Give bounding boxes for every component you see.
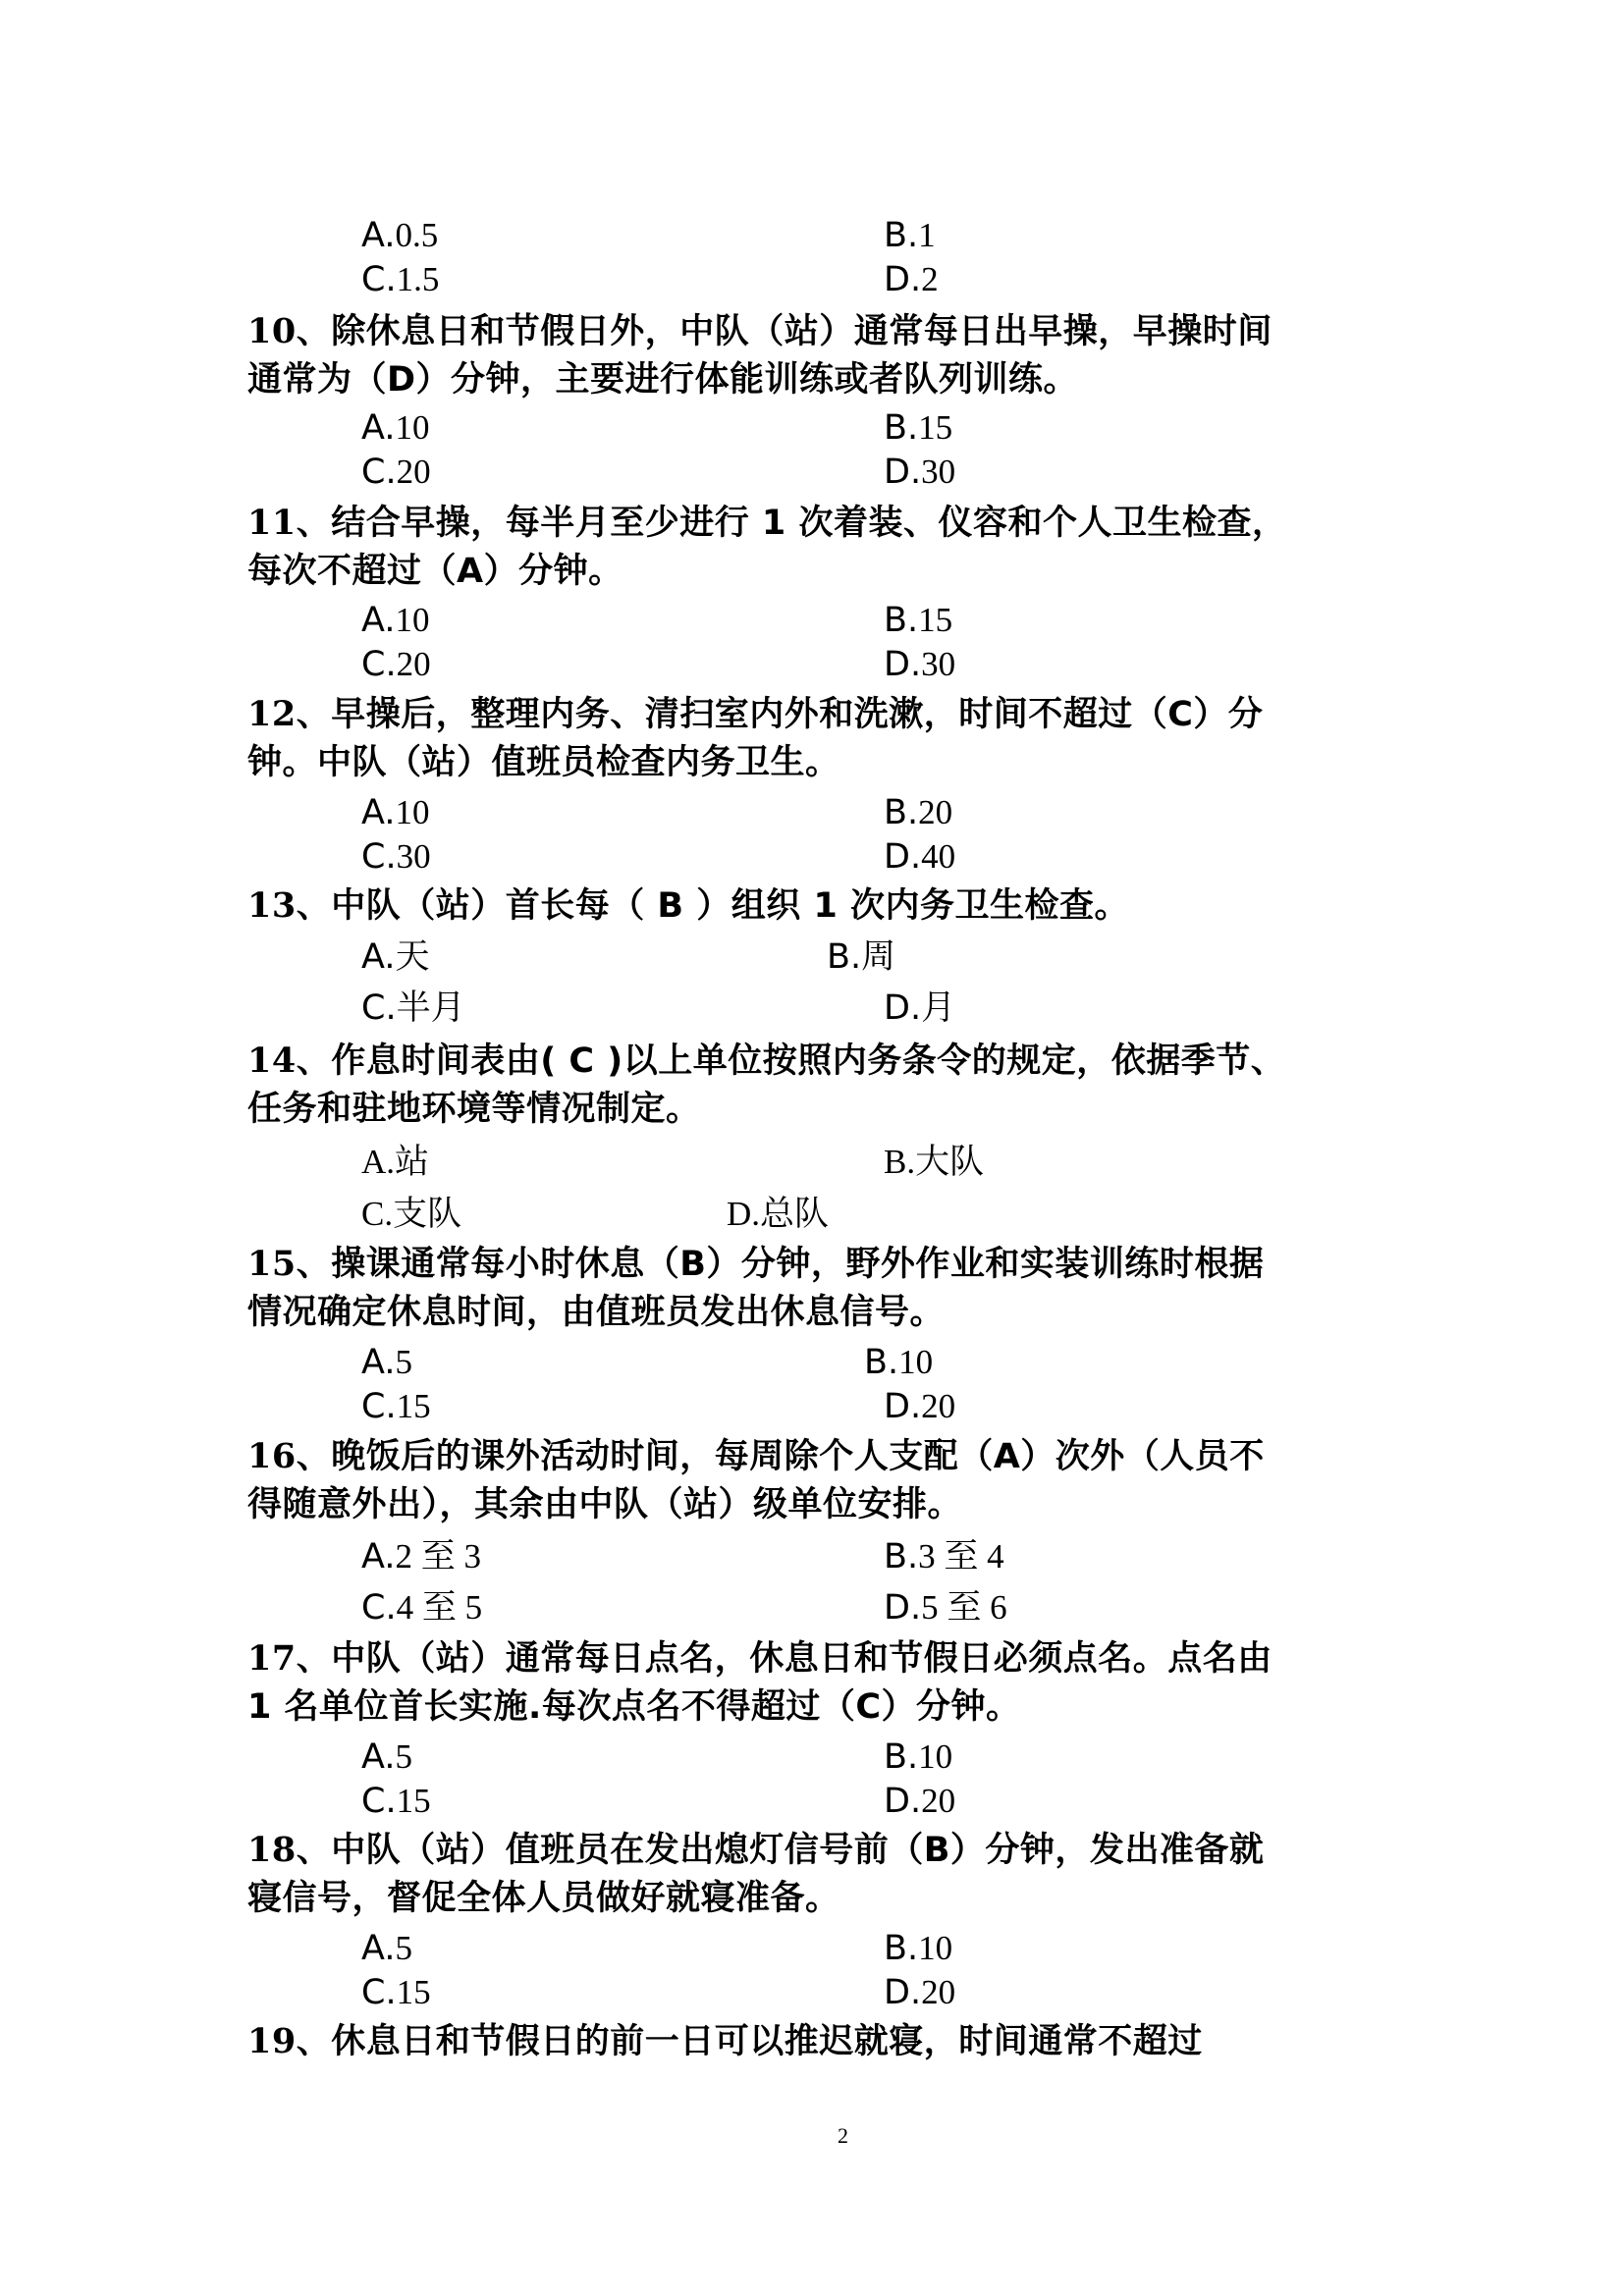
question-17-line-1: 17、中队（站）通常每日点名，休息日和节假日必须点名。点名由 [247, 1638, 1272, 1679]
option-c: C.20 [361, 645, 431, 684]
option-c: C.15 [361, 1973, 431, 2012]
option-c: C.4 至 5 [361, 1588, 483, 1628]
option-a: A.天 [361, 937, 430, 977]
option-a: A.10 [361, 793, 430, 832]
option-d: D.30 [884, 645, 956, 684]
question-14-line-2: 任务和驻地环境等情况制定。 [247, 1090, 701, 1129]
question-15-line-2: 情况确定休息时间，由值班员发出休息信号。 [247, 1293, 946, 1332]
question-16-line-1: 16、晚饭后的课外活动时间，每周除个人支配（A）次外（人员不 [247, 1436, 1265, 1476]
option-d: D.40 [884, 837, 956, 877]
question-12-line-2: 钟。中队（站）值班员检查内务卫生。 [247, 743, 840, 782]
question-16-line-2: 得随意外出），其余由中队（站）级单位安排。 [247, 1485, 963, 1524]
option-c: C.15 [361, 1782, 431, 1821]
option-b: B.20 [884, 793, 953, 832]
option-a: A.5 [361, 1343, 412, 1382]
question-18-line-1: 18、中队（站）值班员在发出熄灯信号前（B）分钟，发出准备就 [247, 1830, 1265, 1870]
option-b: B.15 [884, 601, 953, 640]
option-d: D.月 [884, 988, 956, 1028]
option-b: B.15 [884, 408, 953, 448]
option-a: A.5 [361, 1929, 412, 1968]
question-19-line-1: 19、休息日和节假日的前一日可以推迟就寝，时间通常不超过 [247, 2021, 1203, 2061]
option-a: A.10 [361, 408, 430, 448]
option-b: B.周 [827, 937, 896, 977]
option-b: B.大队 [884, 1143, 985, 1182]
option-b: B.10 [884, 1737, 953, 1777]
option-d: D.20 [884, 1782, 956, 1821]
option-c: C.30 [361, 837, 431, 877]
option-a: A.站 [361, 1143, 430, 1182]
question-10-line-2: 通常为（D）分钟，主要进行体能训练或者队列训练。 [247, 360, 1079, 400]
option-d: D.5 至 6 [884, 1588, 1007, 1628]
option-c: C.15 [361, 1387, 431, 1426]
question-17-line-2: 1 名单位首长实施.每次点名不得超过（C）分钟。 [247, 1687, 1021, 1727]
option-c: C.1.5 [361, 260, 440, 299]
question-11-line-1: 11、结合早操，每半月至少进行 1 次着装、仪容和个人卫生检查， [247, 503, 1287, 543]
option-d: D.总队 [727, 1195, 830, 1234]
option-a: A.0.5 [361, 216, 439, 255]
question-10-line-1: 10、除休息日和节假日外，中队（站）通常每日出早操，早操时间 [247, 311, 1272, 351]
option-b: B.3 至 4 [884, 1537, 1004, 1576]
question-11-line-2: 每次不超过（A）分钟。 [247, 552, 623, 591]
option-b: B.10 [864, 1343, 934, 1382]
option-c: C.支队 [361, 1195, 462, 1234]
option-d: D.30 [884, 453, 956, 492]
option-d: D.20 [884, 1387, 956, 1426]
question-13-line-1: 13、中队（站）首长每（ B ）组织 1 次内务卫生检查。 [247, 885, 1129, 926]
question-14-line-1: 14、作息时间表由( C )以上单位按照内务条令的规定，依据季节、 [247, 1041, 1286, 1081]
option-b: B.10 [884, 1929, 953, 1968]
option-b: B.1 [884, 216, 936, 255]
option-d: D.2 [884, 260, 939, 299]
question-18-line-2: 寝信号，督促全体人员做好就寝准备。 [247, 1879, 840, 1918]
option-a: A.5 [361, 1737, 412, 1777]
option-d: D.20 [884, 1973, 956, 2012]
option-a: A.10 [361, 601, 430, 640]
option-c: C.20 [361, 453, 431, 492]
option-a: A.2 至 3 [361, 1537, 481, 1576]
page-number: 2 [838, 2123, 848, 2148]
option-c: C.半月 [361, 988, 465, 1028]
question-12-line-1: 12、早操后，整理内务、清扫室内外和洗漱，时间不超过（C）分 [247, 694, 1264, 734]
question-15-line-1: 15、操课通常每小时休息（B）分钟，野外作业和实装训练时根据 [247, 1244, 1265, 1284]
